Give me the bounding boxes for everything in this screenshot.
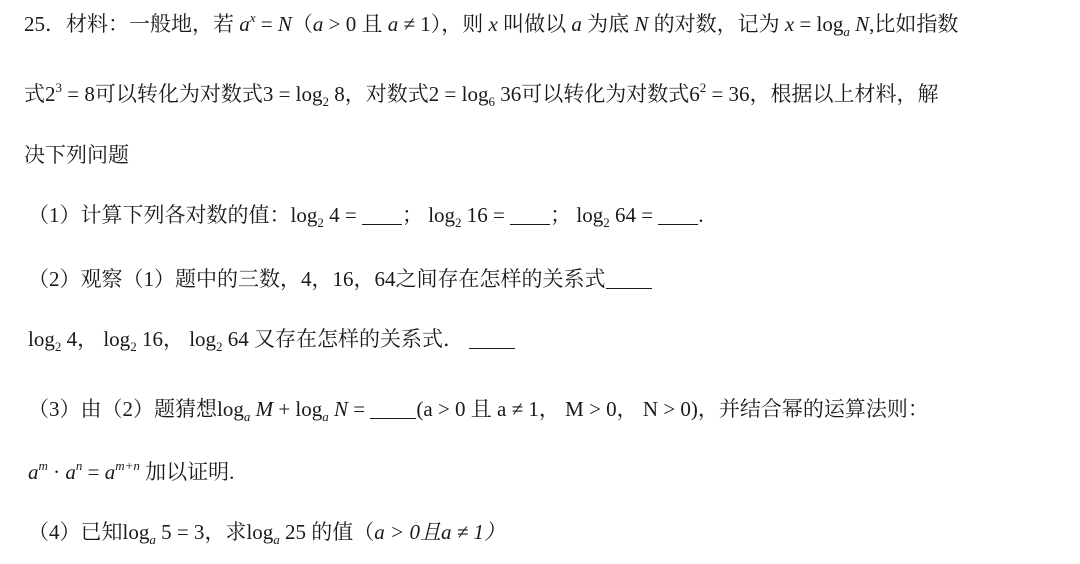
problem-line-3: 决下列问题 [24, 143, 129, 167]
question-2-line-2: $\log_2 4$， $\log_2 16$， $\log_2 64$ 又存在怎样的关系式． [28, 325, 515, 353]
question-3: （3）由（2）题猜想$\log_a M + \log_a N = (a > 0$ 且 a ≠ 1， M > 0， N > 0)，并结合幂的运算法则： [28, 397, 929, 424]
answer-blank-q2-logs[interactable] [469, 330, 515, 349]
question-2: （2）观察（1）题中的三数，4，16，64之间存在怎样的关系式 [28, 265, 652, 293]
question-4: （4）已知$\log_a 5 = 3$，求$\log_a 25$ 的值（a > 0且a ≠ 1） [28, 520, 505, 547]
question-3-line-2: $a^m \cdot a^n = a^{m+n}$ 加以证明. [28, 458, 235, 484]
question-1: （1）计算下列各对数的值：$\log_2 4$ = ； $\log_2 16$ = ； $\log_2 64$ = . [28, 203, 704, 230]
problem-line-2: 式$2^3 = 8$可以转化为对数式$3 = \log_2 8$，对数式$2 = \log_6 36$可以转化为对数式$6^2 = 36$，根据以上材料，解 [24, 80, 939, 109]
answer-blank-q3[interactable] [370, 400, 416, 419]
answer-blank-log2-4[interactable] [362, 206, 402, 225]
answer-blank-log2-64[interactable] [658, 206, 698, 225]
answer-blank-log2-16[interactable] [510, 206, 550, 225]
problem-number: 25． [24, 12, 66, 36]
problem-line-1: 25．材料：一般地，若 $a^x = N(a > 0$ 且 a ≠ 1），则 x 叫做以 a 为底 N 的对数，记为 $x = \log_a N$,比如指数 [24, 10, 959, 39]
answer-blank-q2-numbers[interactable] [606, 270, 652, 289]
